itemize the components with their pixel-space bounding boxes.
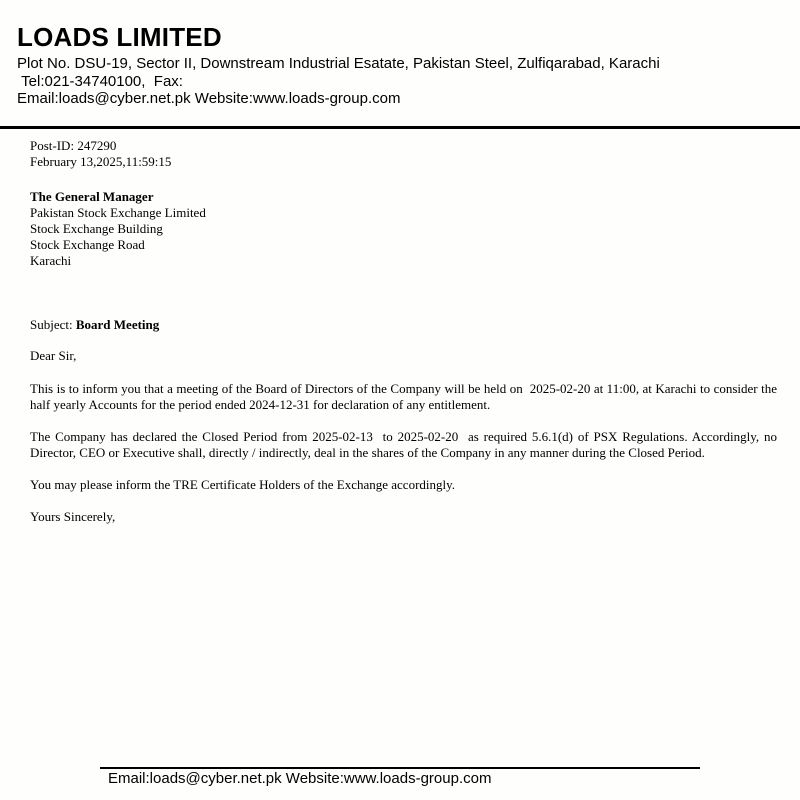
letterhead <box>17 0 800 108</box>
subject-value: Board Meeting <box>75 317 160 332</box>
letterhead-contact: Email:loads@cyber.net.pk Website:www.loads-group.com <box>17 90 401 107</box>
company-name: LOADS LIMITED <box>17 22 222 52</box>
body-paragraph-closed-period: The Company has declared the Closed Period from 2025-02-13 to 2025-02-20 as required 5.6.1(d) of PSX Regulations. Accordingly, no Director, CEO or Executive shall, directly / indirectly, deal in the shares of the Company in any manner during the Closed Period. <box>30 429 781 460</box>
post-id-line <box>30 138 777 154</box>
salutation: Dear Sir, <box>30 348 77 363</box>
letter-meta <box>30 138 777 170</box>
recipient-line: Stock Exchange Building <box>30 221 163 236</box>
letter-body <box>30 129 781 525</box>
recipient-block <box>30 189 777 269</box>
recipient-title: The General Manager <box>30 189 154 204</box>
recipient-line: Karachi <box>30 253 72 268</box>
letter-datetime: February 13,2025,11:59:15 <box>30 154 172 169</box>
recipient-line: Pakistan Stock Exchange Limited <box>30 205 206 220</box>
recipient-line: Stock Exchange Road <box>30 237 145 252</box>
letter-footer <box>100 767 700 788</box>
body-paragraph-meeting: This is to inform you that a meeting of the Board of Directors of the Company will be held on 2025-02-20 at 11:00, at Karachi to consider the half yearly Accounts for the period ended 2024-12-31 for declaration of any entitlement. <box>30 381 781 412</box>
subject-label: Subject: <box>30 317 73 332</box>
post-id-value: 247290 <box>77 138 117 153</box>
post-id-label: Post-ID: <box>30 138 75 153</box>
footer-contact: Email:loads@cyber.net.pk Website:www.loads-group.com <box>108 770 492 787</box>
letterhead-tel-fax: Tel:021-34740100, Fax: <box>17 72 183 90</box>
letterhead-address: Plot No. DSU-19, Sector II, Downstream Industrial Esatate, Pakistan Steel, Zulfiqarabad, Karachi <box>17 55 660 72</box>
body-paragraph-tre-notice: You may please inform the TRE Certificate Holders of the Exchange accordingly. <box>30 477 456 492</box>
subject-line <box>30 317 777 333</box>
closing-salutation: Yours Sincerely, <box>30 509 116 524</box>
